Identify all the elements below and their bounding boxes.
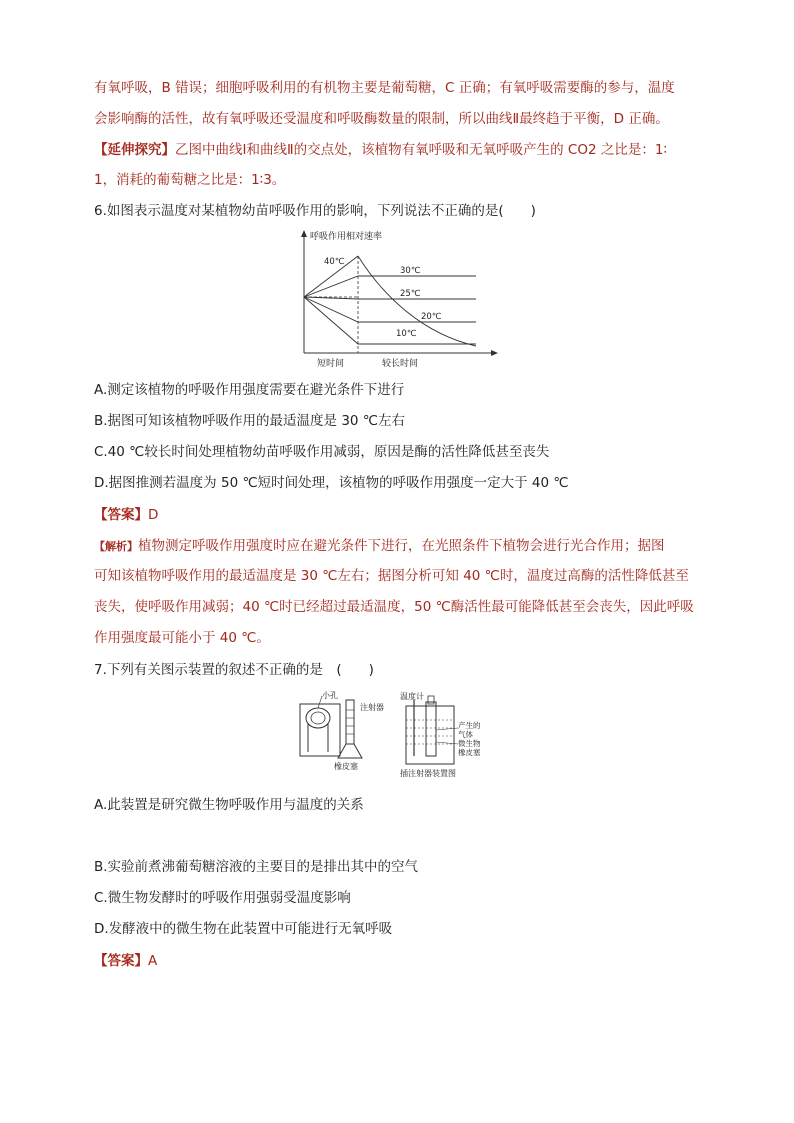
flask xyxy=(338,744,362,758)
answer-value: A xyxy=(148,953,158,969)
label-microbe: 微生物 xyxy=(458,739,481,748)
answer-tag: 【答案】 xyxy=(94,953,148,969)
answer-value: D xyxy=(148,507,159,523)
text-line: 有氧呼吸，B 错误；细胞呼吸利用的有机物主要是葡萄糖，C 正确；有氧呼吸需要酶的参与，温度 xyxy=(94,80,675,96)
x-axis-arrow xyxy=(491,350,498,356)
text-line: 会影响酶的活性，故有氧呼吸还受温度和呼吸酶数量的限制，所以曲线Ⅱ最终趋于平衡，D 正确。 xyxy=(94,111,669,127)
q6-option-b: B.据图可知该植物呼吸作用的最适温度是 30 ℃左右 xyxy=(94,413,405,429)
q6-option-a: A.测定该植物的呼吸作用强度需要在避光条件下进行 xyxy=(94,382,405,398)
curve-10 xyxy=(304,297,476,344)
curve-30 xyxy=(304,276,476,297)
curve-label-25: 25℃ xyxy=(400,289,421,299)
label-gas: 产生的 xyxy=(458,721,481,730)
curve-label-20: 20℃ xyxy=(421,312,442,322)
question-7-stem: 7.下列有关图示装置的叙述不正确的是 ( ) xyxy=(94,662,374,678)
x-label-short: 短时间 xyxy=(317,359,345,369)
coil xyxy=(306,708,330,728)
q7-answer xyxy=(94,951,157,971)
answer-tag: 【答案】 xyxy=(94,507,148,523)
text-line: 可知该植物呼吸作用的最适温度是 30 ℃左右；据图分析可知 40 ℃时，温度过高酶的活性降低甚至 xyxy=(94,568,689,584)
syringe-barrel xyxy=(346,700,354,744)
label-gas-2: 气体 xyxy=(458,730,473,739)
q6-figure xyxy=(288,226,504,372)
water-bath xyxy=(406,706,454,764)
text-line: 丧失，使呼吸作用减弱；40 ℃时已经超过最适温度，50 ℃酶活性最可能降低甚至会丧失，因此呼吸 xyxy=(94,599,694,615)
curve-label-40: 40℃ xyxy=(324,257,345,267)
analysis-tag: 【解析】 xyxy=(94,540,138,553)
text-line: 乙图中曲线Ⅰ和曲线Ⅱ的交点处，该植物有氧呼吸和无氧呼吸产生的 CO2 之比是：1∶ xyxy=(175,142,667,158)
beaker xyxy=(300,704,340,756)
q6-option-c: C.40 ℃较长时间处理植物幼苗呼吸作用减弱，原因是酶的活性降低甚至丧失 xyxy=(94,444,550,460)
q7-option-d: D.发酵液中的微生物在此装置中可能进行无氧呼吸 xyxy=(94,921,393,937)
curve-label-30: 30℃ xyxy=(400,266,421,276)
q6-option-d: D.据图推测若温度为 50 ℃短时间处理，该植物的呼吸作用强度一定大于 40 ℃ xyxy=(94,475,569,491)
curve-20 xyxy=(304,297,476,322)
text-line: 1，消耗的葡萄糖之比是：1∶3。 xyxy=(94,172,286,188)
y-axis-arrow xyxy=(301,230,307,237)
text-line: 植物测定呼吸作用强度时应在避光条件下进行，在光照条件下植物会进行光合作用；据图 xyxy=(138,538,665,554)
q6-analysis-line xyxy=(94,536,665,557)
q7-figure-left xyxy=(296,690,406,772)
q7-option-c: C.微生物发酵时的呼吸作用强弱受温度影响 xyxy=(94,890,351,906)
extension-paragraph xyxy=(94,140,667,160)
label-stopper: 橡皮塞 xyxy=(458,748,481,757)
coil-inner xyxy=(311,712,325,724)
q7-option-a: A.此装置是研究微生物呼吸作用与温度的关系 xyxy=(94,797,364,813)
text-line: 作用强度最可能小于 40 ℃。 xyxy=(94,630,270,646)
inner-tube xyxy=(426,702,436,756)
label-thermometer: 温度计 xyxy=(400,692,424,701)
label-hole: 小孔 xyxy=(322,691,338,700)
q7-option-b: B.实验前煮沸葡萄糖溶液的主要目的是排出其中的空气 xyxy=(94,859,419,875)
question-6-stem: 6.如图表示温度对某植物幼苗呼吸作用的影响，下列说法不正确的是( ) xyxy=(94,203,536,219)
curve-label-10: 10℃ xyxy=(396,329,417,339)
extension-tag: 【延伸探究】 xyxy=(94,142,175,158)
figure-caption: 插注射器装置图 xyxy=(400,769,456,778)
q7-figure-right xyxy=(398,690,508,780)
y-axis-label: 呼吸作用相对速率 xyxy=(310,232,383,242)
label-stopper: 橡皮塞 xyxy=(334,762,358,771)
label-syringe: 注射器 xyxy=(360,703,384,712)
x-label-long: 较长时间 xyxy=(382,359,419,369)
q6-answer xyxy=(94,505,158,525)
